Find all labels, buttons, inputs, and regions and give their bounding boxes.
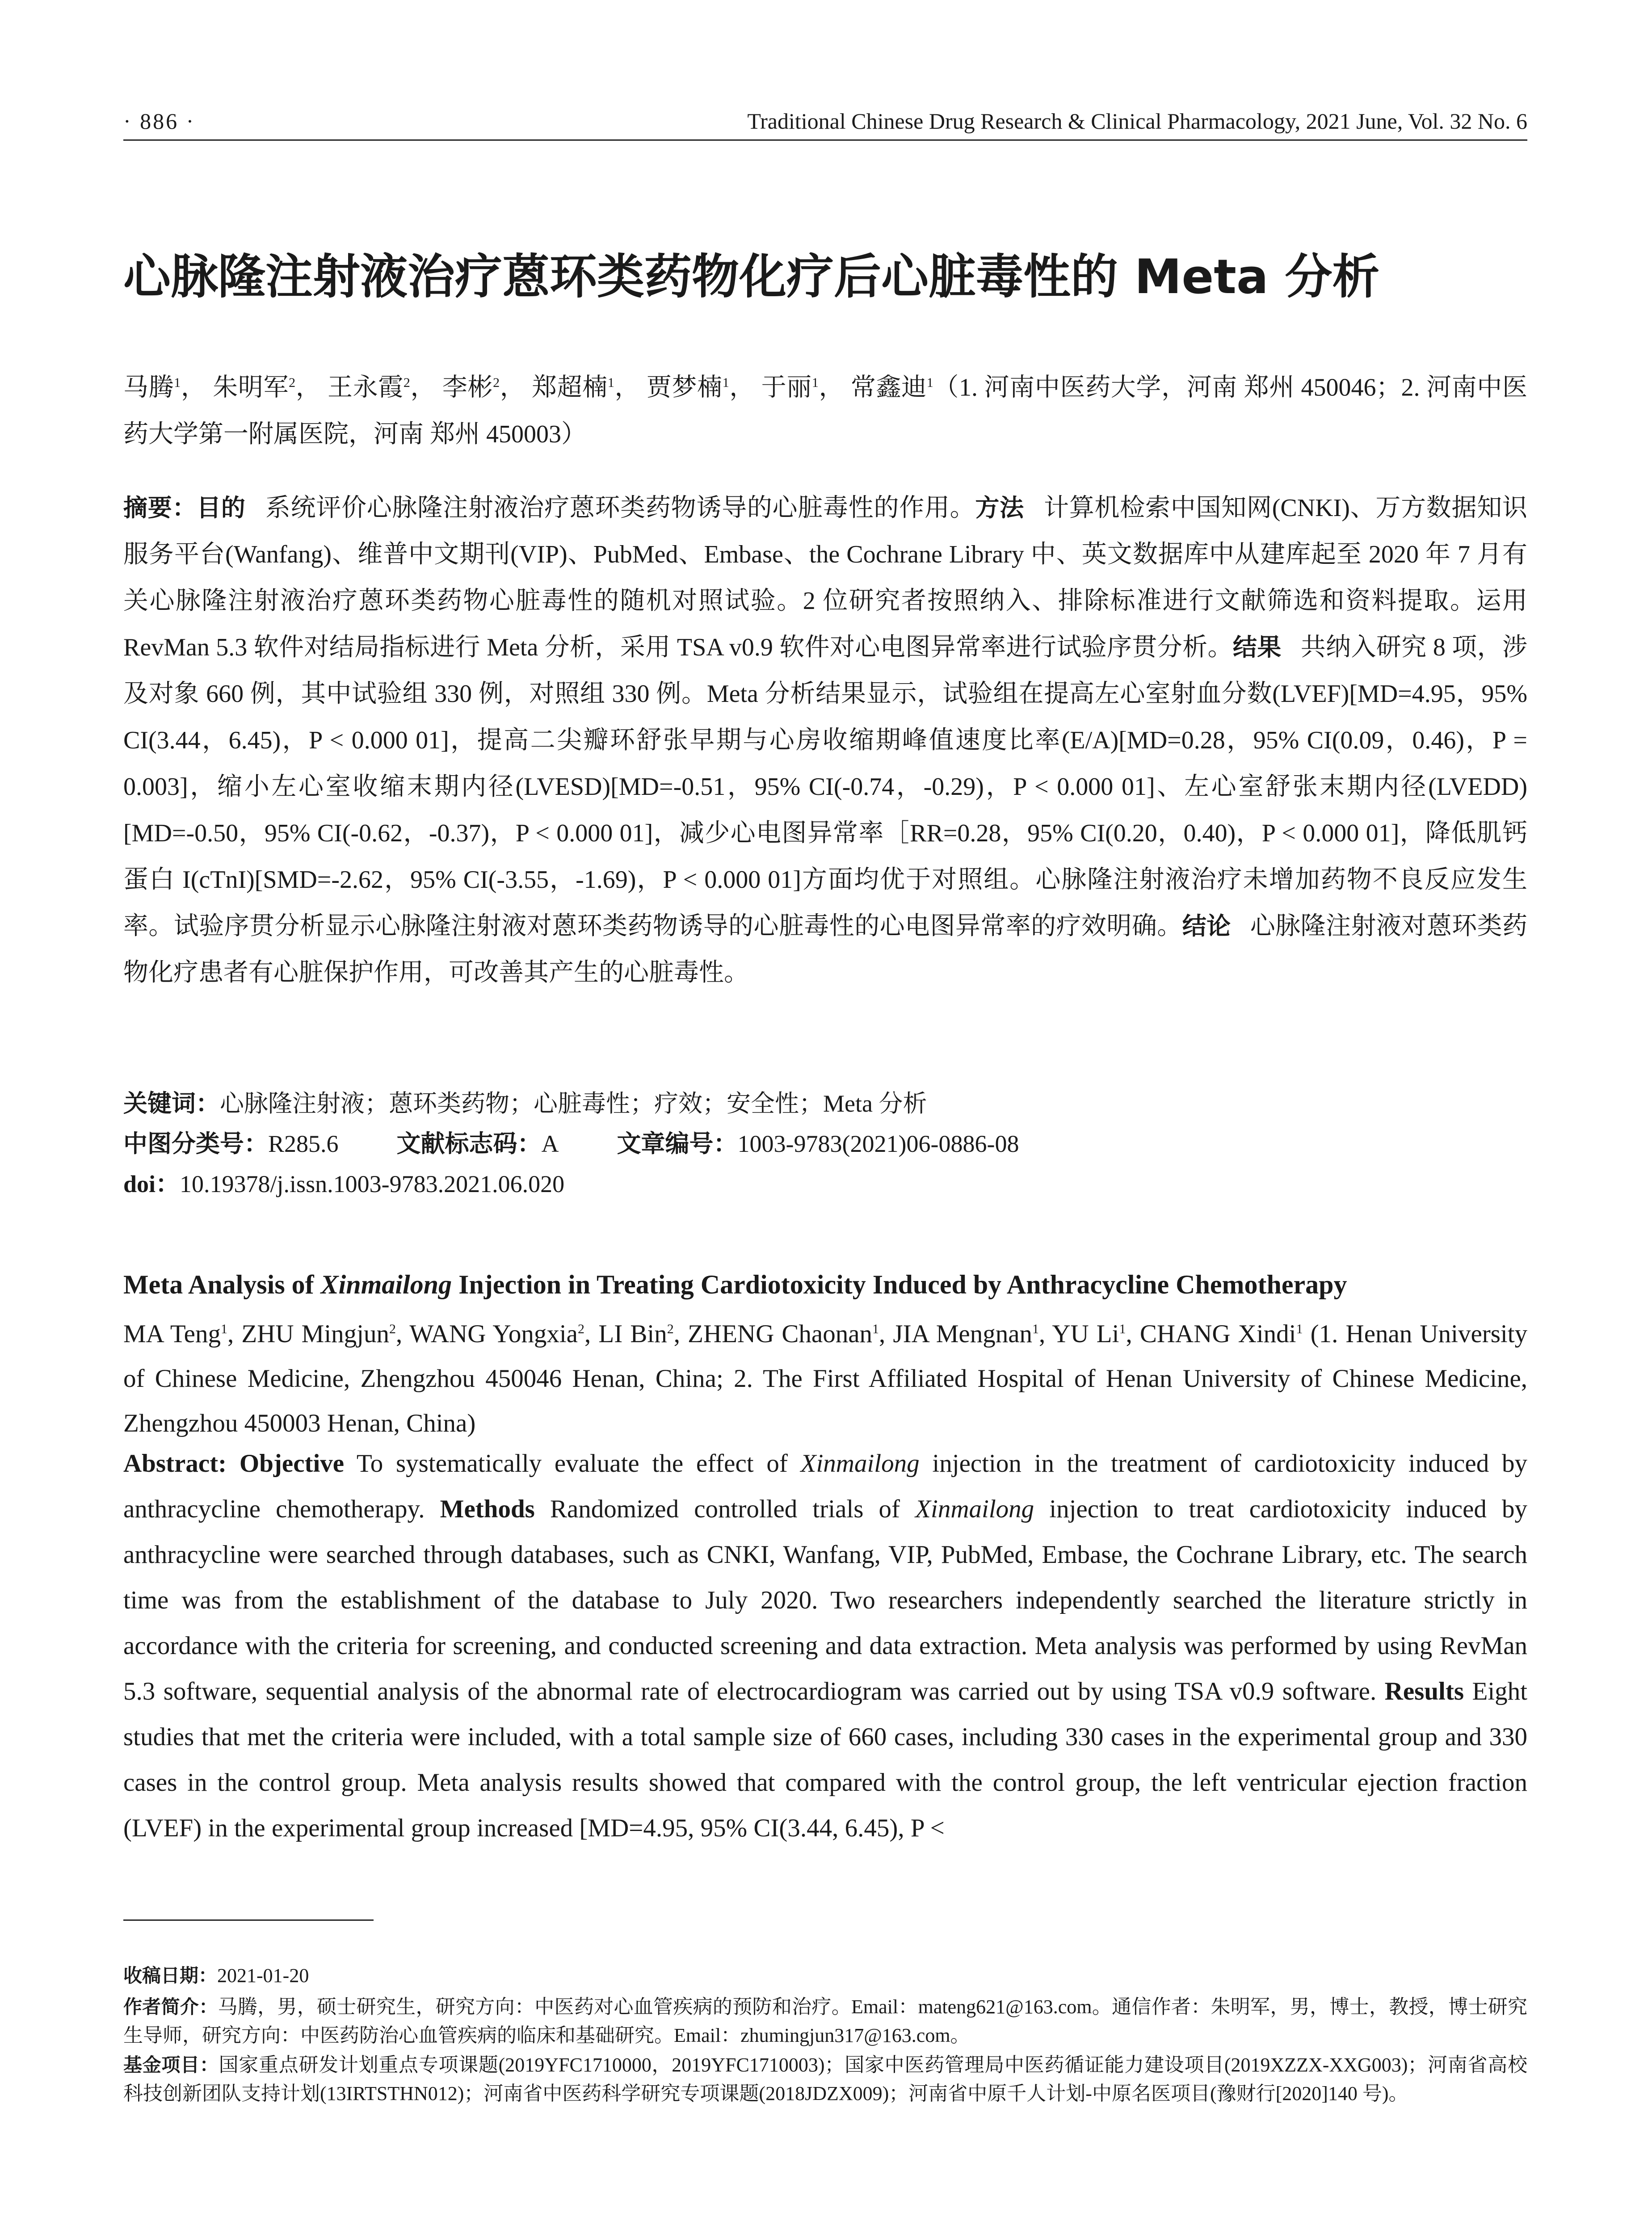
objective-label: Objective (239, 1449, 345, 1478)
keywords-value: 心脉隆注射液；蒽环类药物；心脏毒性；疗效；安全性；Meta 分析 (220, 1090, 927, 1117)
results-text: 共纳入研究 8 项，涉及对象 660 例，其中试验组 330 例，对照组 330 例。Meta 分析结果显示，试验组在提高左心室射血分数(LVEF)[MD=4.95，95% CI(3.44，6.45)，P < 0.000 01]，提高二尖瓣环舒张早期与心房收缩期峰值速度比率(E/A)[MD=0.28，95% CI(0.09，0.46)，P = 0.003]，缩小左心室收缩末期内径(LVESD)[MD=-0.51，95% CI(-0.74，-0.29)，P < 0.000 01]、左心室舒张末期内径(LVEDD)[MD=-0.50，95% CI(-0.62，-0.37)，P < 0.000 01]，减少心电图异常率［RR=0.28，95% CI(0.20，0.40)，P < 0.000 01]，降低肌钙蛋白 I(cTnI)[SMD=-2.62，95% CI(-3.55，-1.69)，P < 0.000 01]方面均优于对照组。心脉隆注射液治疗未增加药物不良反应发生率。试验序贯分析显示心脉隆注射液对蒽环类药物诱导的心脏毒性的心电图异常率的疗效明确。 (123, 634, 1528, 940)
clc-value: R285.6 (268, 1130, 339, 1157)
article-number-label: 文章编号： (617, 1130, 738, 1158)
author-name: 马腾 (123, 374, 174, 402)
footnote-rule (123, 1919, 374, 1921)
keywords-label: 关键词： (123, 1089, 220, 1117)
author-name: CHANG Xindi (1139, 1320, 1296, 1348)
chinese-affiliations: （1. 河南中医药大学，河南 郑州 450046；2. 河南中医药大学第一附属医院，河南 郑州 450003） (123, 374, 1528, 448)
doi-label: doi： (123, 1171, 180, 1197)
doc-code-label: 文献标志码： (396, 1130, 542, 1158)
author-name: YU Li (1052, 1320, 1119, 1348)
author-name: 贾梦楠 (646, 374, 723, 402)
author-name: MA Teng (123, 1320, 221, 1348)
author-affiliation-mark: 1 (1119, 1322, 1126, 1336)
author-affiliation-mark: 2 (493, 375, 500, 390)
doc-code-value: A (541, 1130, 559, 1157)
english-title-part: Meta Analysis of (123, 1270, 321, 1299)
received-date (123, 1961, 1527, 1990)
page-number: · 886 · (123, 109, 196, 134)
conclusion-text: 心脉隆注射液对蒽环类药物化疗患者有心脏保护作用，可改善其产生的心脏毒性。 (123, 912, 1528, 987)
author-bio (123, 1993, 1527, 2050)
objective-italic: Xinmailong (800, 1449, 920, 1478)
objective-text: To systematically evaluate the effect of (356, 1449, 801, 1478)
author-affiliation-mark: 1 (220, 1322, 227, 1336)
journal-citation: Traditional Chinese Drug Research & Clinical Pharmacology, 2021 June, Vol. 32 No. 6 (747, 109, 1527, 134)
author-affiliation-mark: 1 (722, 375, 729, 390)
doi-value: 10.19378/j.issn.1003-9783.2021.06.020 (180, 1171, 565, 1197)
methods-label: Methods (440, 1495, 535, 1523)
objective-text: injection in the treatment of cardiotoxicity induced by anthracycline chemotherapy. (123, 1449, 1528, 1523)
author-name: 王永霞 (328, 374, 404, 402)
english-title-italic: Xinmailong (320, 1270, 452, 1299)
author-bio-text: 马腾，男，硕士研究生，研究方向：中医药对心血管疾病的预防和治疗。Email：mateng621@163.com。通信作者：朱明军，男，博士，教授，博士研究生导师，研究方向：中医药防治心血管疾病的临床和基础研究。Email：zhumingjun317@163.com。 (123, 1996, 1527, 2046)
author-affiliation-mark: 1 (607, 375, 614, 390)
author-name: JIA Mengnan (893, 1320, 1033, 1348)
chinese-title: 心脉隆注射液治疗蒽环类药物化疗后心脏毒性的 Meta 分析 (123, 249, 1380, 304)
methods-italic: Xinmailong (915, 1495, 1034, 1523)
author-name: 李彬 (442, 374, 493, 402)
author-name: 于丽 (761, 374, 812, 402)
author-affiliation-mark: 2 (578, 1322, 584, 1336)
english-title-part: Injection in Treating Cardiotoxicity Induced by Anthracycline Chemotherapy (452, 1270, 1347, 1299)
author-affiliation-mark: 2 (403, 375, 410, 390)
author-name: 常鑫迪 (850, 374, 927, 402)
author-affiliation-mark: 1 (811, 375, 819, 390)
methods-text: Randomized controlled trials of (550, 1495, 916, 1523)
funding-label: 基金项目： (123, 2054, 219, 2076)
author-bio-label: 作者简介： (123, 1996, 218, 2018)
methods-label: 方法 (975, 494, 1024, 522)
received-value: 2021-01-20 (217, 1965, 309, 1986)
author-affiliation-mark: 2 (289, 375, 296, 390)
english-abstract (123, 1441, 1527, 1851)
chinese-abstract (123, 485, 1527, 996)
abstract-label: Abstract: (123, 1449, 227, 1478)
author-name: ZHENG Chaonan (688, 1320, 873, 1348)
author-name: ZHU Mingjun (241, 1320, 390, 1348)
classification-line (123, 1124, 1527, 1164)
article-number-value: 1003-9783(2021)06-0886-08 (737, 1130, 1019, 1157)
author-affiliation-mark: 1 (1032, 1322, 1039, 1336)
author-affiliation-mark: 2 (667, 1322, 674, 1336)
doi-line (123, 1164, 1527, 1204)
author-affiliation-mark: 1 (174, 375, 181, 390)
methods-text: injection to treat cardiotoxicity induced by anthracycline were searched through databases, such as CNKI, Wanfang, VIP, PubMed, Embase, the Cochrane Library, etc. The search time was from the establishment of the database to July 2020. Two researchers independently searched the literature strictly in accordance with the criteria for screening, and conducted screening and data extraction. Meta analysis was performed by using RevMan 5.3 software, sequential analysis of the abnormal rate of electrocardiogram was carried out by using TSA v0.9 software. (123, 1495, 1528, 1705)
english-title (123, 1262, 1527, 1307)
objective-text: 系统评价心脉隆注射液治疗蒽环类药物诱导的心脏毒性的作用。 (265, 494, 975, 522)
abstract-label: 摘要： (123, 494, 197, 522)
chinese-authors: 马腾$^1$， 朱明军$^2$， 王永霞$^2$， 李彬$^2$， 郑超楠$^1$， 贾梦楠$^1$， 于丽$^1$， 常鑫迪$^1$（1. 河南中医药大学，河南 郑州 450046；2. 河南中医药大学第一附属医院，河南 郑州 450003） (123, 374, 1528, 448)
header-rule (123, 139, 1527, 141)
received-label: 收稿日期： (123, 1965, 218, 1986)
results-label: 结果 (1232, 633, 1282, 661)
author-name: LI Bin (598, 1320, 667, 1348)
author-name: 朱明军 (213, 374, 289, 402)
clc-label: 中图分类号： (123, 1130, 268, 1158)
author-affiliation-mark: 2 (389, 1322, 396, 1336)
keywords-line (123, 1083, 1527, 1124)
results-label: Results (1384, 1677, 1464, 1705)
author-affiliation-mark: 1 (926, 375, 933, 390)
funding-text: 国家重点研发计划重点专项课题(2019YFC1710000，2019YFC1710003)；国家中医药管理局中医药循证能力建设项目(2019XZZX-XXG003)；河南省高校科技创新团队支持计划(13IRTSTHN012)；河南省中医药科学研究专项课题(2018JDZX009)；河南省中原千人计划-中原名医项目(豫财行[2020]140 号)。 (123, 2054, 1527, 2104)
objective-label: 目的 (197, 494, 246, 522)
conclusion-label: 结论 (1182, 912, 1231, 940)
author-name: 郑超楠 (532, 374, 608, 402)
author-name: WANG Yongxia (409, 1320, 578, 1348)
results-text: Eight studies that met the criteria were included, with a total sample size of 660 cases, including 330 cases in the experimental group and 330 cases in the control group. Meta analysis results showed that compared with the control group, the left ventricular ejection fraction (LVEF) in the experimental group increased [MD=4.95, 95% CI(3.44, 6.45), P < (123, 1677, 1527, 1842)
running-header (123, 104, 1527, 144)
english-affiliations: (1. Henan University of Chinese Medicine, Zhengzhou 450046 Henan, China; 2. The First Affiliated Hospital of Henan University of Chinese Medicine, Zhengzhou 450003 Henan, China) (123, 1320, 1528, 1437)
author-affiliation-mark: 1 (872, 1322, 879, 1336)
english-authors: MA Teng$^1$, ZHU Mingjun$^2$, WANG Yongxia$^2$, LI Bin$^2$, ZHENG Chaonan$^1$, JIA Mengnan$^1$, YU Li$^1$, CHANG Xindi$^1$ (1. Henan University of Chinese Medicine, Zhengzhou 450046 Henan, China; 2. The First Affiliated Hospital of Henan University of Chinese Medicine, Zhengzhou 450003 Henan, China) (123, 1320, 1528, 1437)
methods-text: 计算机检索中国知网(CNKI)、万方数据知识服务平台(Wanfang)、维普中文期刊(VIP)、PubMed、Embase、the Cochrane Library 中、英文数据库中从建库起至 2020 年 7 月有关心脉隆注射液治疗蒽环类药物心脏毒性的随机对照试验。2 位研究者按照纳入、排除标准进行文献筛选和资料提取。运用 RevMan 5.3 软件对结局指标进行 Meta 分析，采用 TSA v0.9 软件对心电图异常率进行试验序贯分析。 (123, 494, 1528, 661)
funding (123, 2051, 1527, 2108)
author-affiliation-mark: 1 (1296, 1322, 1303, 1336)
